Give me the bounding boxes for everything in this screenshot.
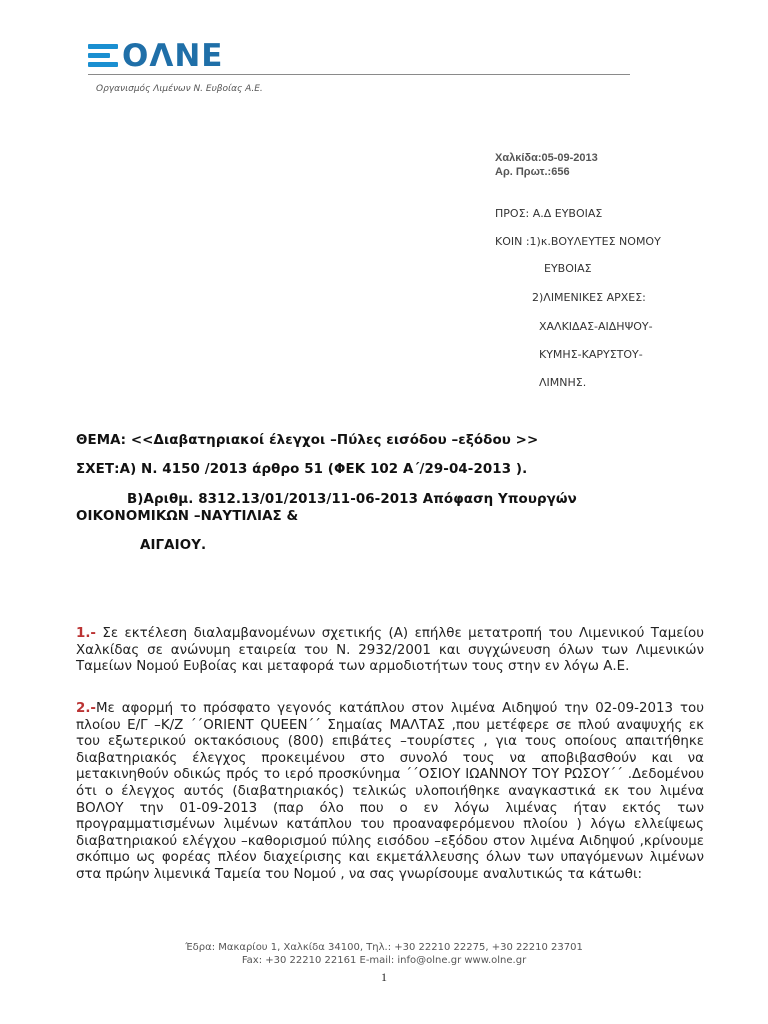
- paragraph-1-text: Σε εκτέλεση διαλαμβανομένων σχετικής (Α) επήλθε μετατροπή του Λιμενικού Ταμείου Χαλκίδας σε ανώνυμη εταιρεία του Ν. 2932/2001 και συγχώνευση όλων των Λιμενικών Ταμείων Νομού Ευβοίας και μεταφορά των αρμοδιοτήτων τους στην εν λόγω Α.Ε.: [76, 626, 704, 675]
- organization-name: Οργανισμός Λιμένων Ν. Ευβοίας Α.Ε.: [96, 84, 263, 94]
- subject-reference-b-end: ΑΙΓΑΙΟΥ.: [140, 538, 207, 553]
- recipient-to: ΠΡΟΣ: Α.Δ ΕΥΒΟΙΑΣ: [495, 207, 603, 220]
- subject-reference-a: ΣΧΕΤ:Α) Ν. 4150 /2013 άρθρο 51 (ΦΕΚ 102 Α΄/29-04-2013 ).: [76, 462, 528, 477]
- paragraph-1: [76, 626, 704, 676]
- page-number: 1: [381, 970, 387, 984]
- logo-mark-icon: [88, 44, 120, 68]
- company-logo: [88, 38, 233, 74]
- subject-theme: ΘΕΜΑ: <<Διαβατηριακοί έλεγχοι –Πύλες εισόδου –εξόδου >>: [76, 433, 539, 448]
- recipient-cc-1: ΚΟΙΝ :1)κ.ΒΟΥΛΕΥΤΕΣ ΝΟΜΟΥ: [495, 235, 661, 248]
- footer-contact: Fax: +30 22210 22161 E-mail: info@olne.gr www.olne.gr: [241, 955, 527, 966]
- subject-reference-b-cont: ΟΙΚΟΝΟΜΙΚΩΝ –ΝΑΥΤΙΛΙΑΣ &: [76, 509, 299, 524]
- recipient-cc-2: 2)ΛΙΜΕΝΙΚΕΣ ΑΡΧΕΣ:: [532, 291, 646, 304]
- header-divider: [88, 74, 630, 75]
- recipient-cc-2-line-d: ΛΙΜΝΗΣ.: [539, 376, 587, 389]
- recipient-cc-2-line-c: ΚΥΜΗΣ-ΚΑΡΥΣΤΟΥ-: [539, 348, 643, 361]
- recipient-cc-2-line-b: ΧΑΛΚΙΔΑΣ-ΑΙΔΗΨΟΥ-: [539, 320, 653, 333]
- paragraph-2: [76, 701, 704, 884]
- recipient-cc-1-cont: ΕΥΒΟΙΑΣ: [544, 262, 592, 275]
- logo-text: ΟΛΝΕ: [122, 38, 224, 74]
- paragraph-2-number: 2.-: [76, 701, 96, 716]
- paragraph-1-number: 1.-: [76, 626, 96, 641]
- paragraph-2-text: Με αφορμή το πρόσφατο γεγονός κατάπλου στον λιμένα Αιδηψού την 02-09-2013 του πλοίου Ε/Γ –Κ/Ζ ΄΄ORIENT QUEEN΄΄ Σημαίας ΜΑΛΤΑΣ ,που μετέφερε σε πλού αναψυχής εκ του εξωτερικού οκτακόσιους (800) επιβάτες –τουρίστες , για τους οποίους απαιτήθηκε διαβατηριακός έλεγχος προκειμένου στο συνολό τους να αποβιβασθούν και να μετακινηθούν οδικώς πρός το ιερό προσκύνημα ΄΄ΟΣΙΟΥ ΙΩΑΝΝΟΥ ΤΟΥ ΡΩΣΟΥ΄΄ .Δεδομένου ότι ο έλεγχος αυτός (διαβατηριακός) τελικώς υλοποιήθηκε αναγκαστικά εκ του λιμένα ΒΟΛΟΥ την 01-09-2013 (παρ όλο που ο εν λόγω λιμένας ήταν εκτός των προγραμματισμένων λιμένων κατάπλου του προαναφερόμενου πλοίου ) λόγω ελλείψεως διαβατηριακού ελέγχου –καθορισμού πύλης εισόδου –εξόδου στον λιμένα Αιδηψού ,κρίνουμε σκόπιμο ως φορέας πλέον διαχείρισης και εκμετάλλευσης όλων των υπαγόμενων λιμένων στα πρώην λιμενικά Ταμεία του Νομού , να σας γνωρίσουμε αναλυτικώς τα κάτωθι:: [76, 701, 704, 882]
- subject-reference-b: Β)Αριθμ. 8312.13/01/2013/11-06-2013 Απόφαση Υπουργών: [127, 492, 577, 507]
- footer-address: Έδρα: Μακαρίου 1, Χαλκίδα 34100, Τηλ.: +30 22210 22275, +30 22210 23701: [185, 942, 583, 953]
- protocol-number: Αρ. Πρωτ.:656: [495, 166, 570, 178]
- document-date: Χαλκίδα:05-09-2013: [495, 152, 598, 164]
